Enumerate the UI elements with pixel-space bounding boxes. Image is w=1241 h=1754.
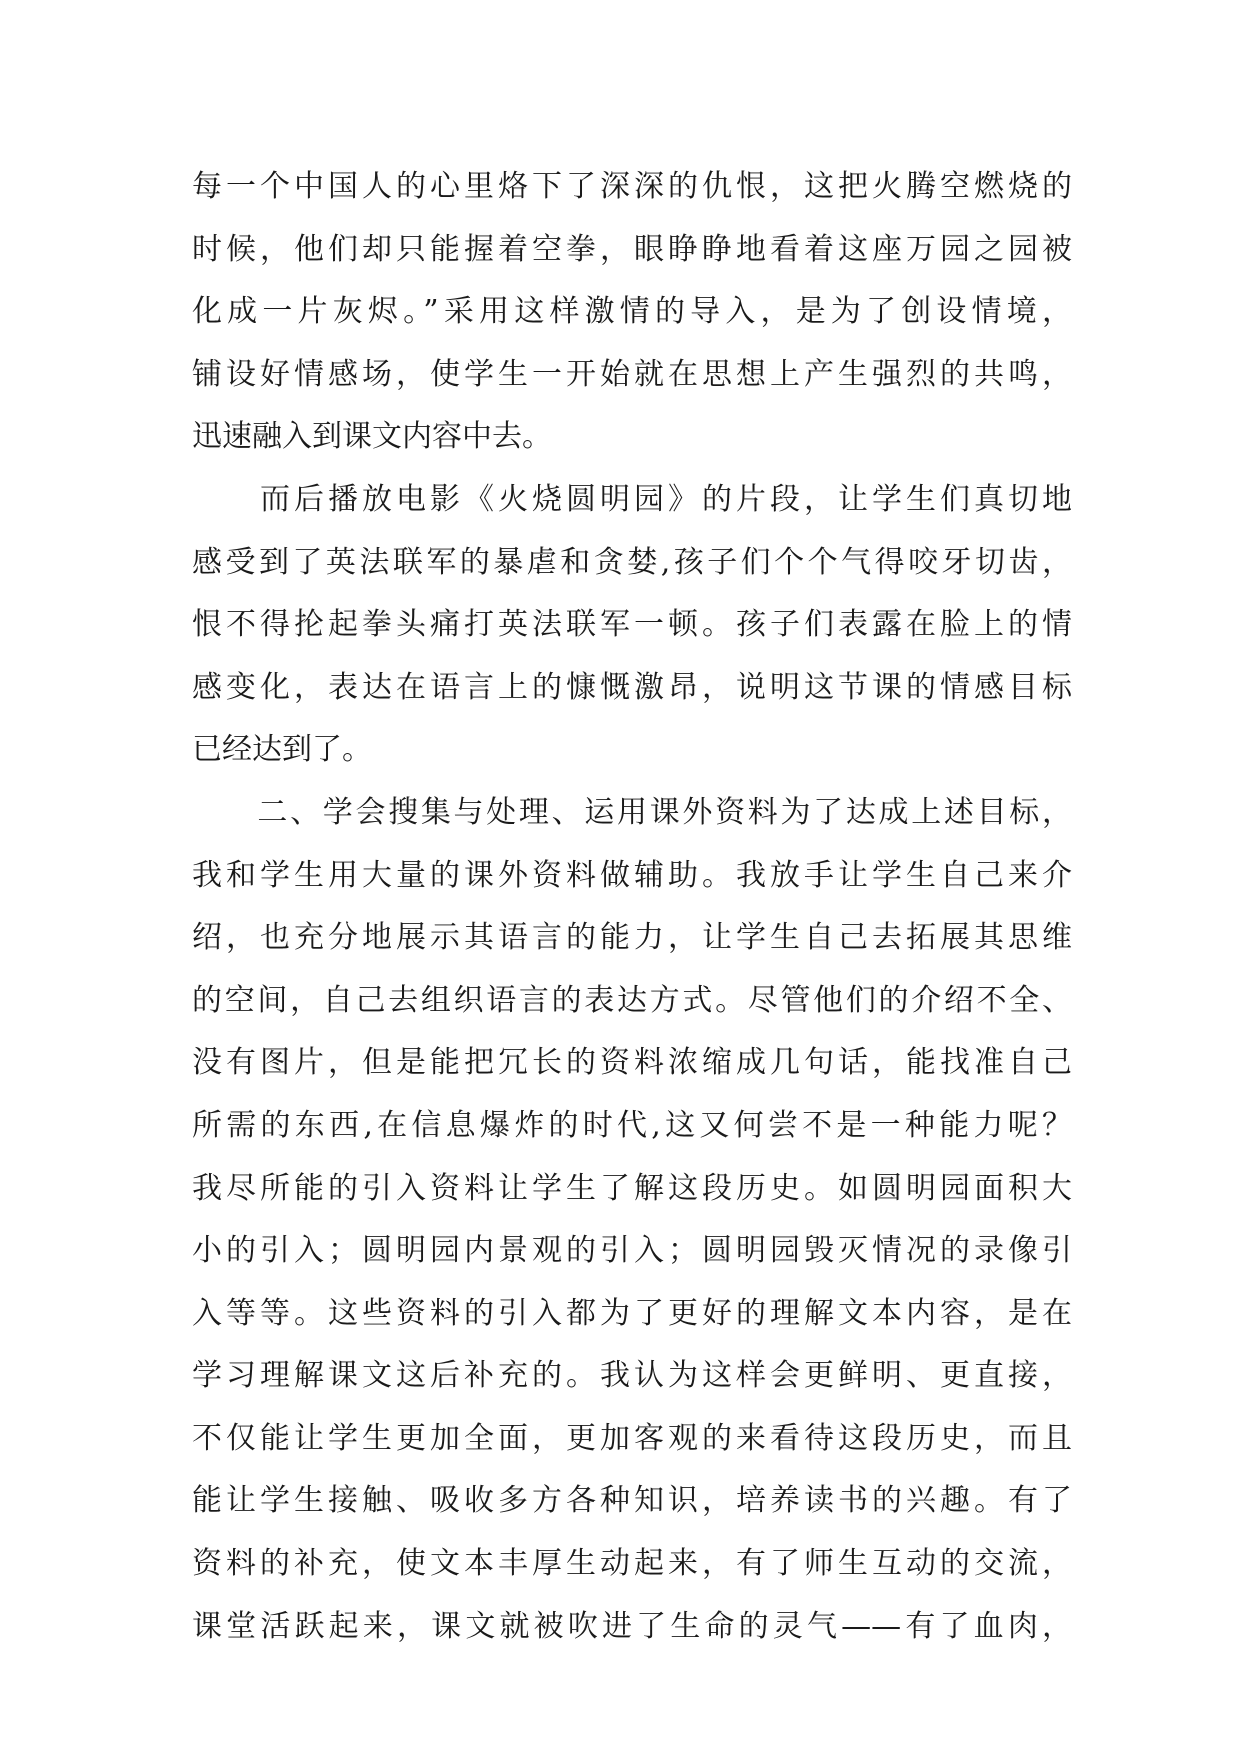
text-line: 每一个中国人的心里烙下了深深的仇恨，这把火腾空燃烧的 [192,169,1072,204]
text-line: 感受到了英法联军的暴虐和贪婪,孩子们个个气得咬牙切齿， [192,544,1072,580]
text-line: 而后播放电影《火烧圆明园》的片段，让学生们真切地 [192,481,1072,517]
text-line: 的空间，自己去组织语言的表达方式。尽管他们的介绍不全、 [192,982,1072,1018]
text-line: 绍，也充分地展示其语言的能力，让学生自己去拓展其思维 [192,920,1072,956]
body-text [192,156,1072,1658]
text-line: 迅速融入到课文内容中去。 [192,419,552,455]
text-line: 二、学会搜集与处理、运用课外资料为了达成上述目标， [192,794,1072,830]
text-line: 小的引入；圆明园内景观的引入；圆明园毁灭情况的录像引 [192,1233,1072,1269]
text-line: 没有图片，但是能把冗长的资料浓缩成几句话，能找准自己 [192,1045,1072,1081]
text-line: 铺设好情感场，使学生一开始就在思想上产生强烈的共鸣， [192,356,1072,392]
text-line: 能让学生接触、吸收多方各种知识，培养读书的兴趣。有了 [192,1483,1072,1519]
text-line: 时候，他们却只能握着空拳，眼睁睁地看着这座万园之园被 [192,231,1072,267]
text-line: 不仅能让学生更加全面，更加客观的来看待这段历史，而且 [192,1420,1072,1456]
text-line: 我尽所能的引入资料让学生了解这段历史。如圆明园面积大 [192,1170,1072,1206]
text-line: 感变化，表达在语言上的慷慨激昂，说明这节课的情感目标 [192,669,1072,705]
text-line: 资料的补充，使文本丰厚生动起来，有了师生互动的交流， [192,1546,1072,1582]
text-line: 已经达到了。 [192,732,372,768]
text-line: 所需的东西,在信息爆炸的时代,这又何尝不是一种能力呢？ [192,1107,1072,1143]
text-line: 入等等。这些资料的引入都为了更好的理解文本内容，是在 [192,1295,1072,1331]
text-line: 学习理解课文这后补充的。我认为这样会更鲜明、更直接， [192,1358,1072,1394]
text-line: 化成一片灰烬。”采用这样激情的导入，是为了创设情境， [192,294,1072,330]
text-line: 课堂活跃起来，课文就被吹进了生命的灵气——有了血肉， [192,1608,1072,1644]
text-line: 我和学生用大量的课外资料做辅助。我放手让学生自己来介 [192,857,1072,893]
text-line: 恨不得抡起拳头痛打英法联军一顿。孩子们表露在脸上的情 [192,607,1072,643]
